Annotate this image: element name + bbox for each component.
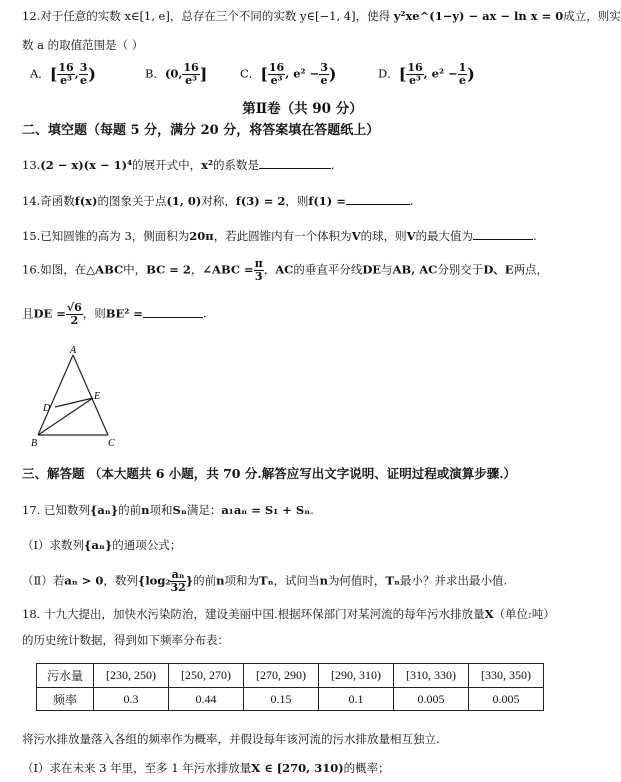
answer-blank (143, 317, 203, 318)
answer-blank (346, 204, 410, 205)
q17-line1: 17. 已知数列{aₙ}的前n项和Sₙ满足：a₁aₙ = S₁ + Sₙ. (22, 503, 314, 517)
bracket: ) (467, 64, 475, 84)
option-label: B． (145, 66, 165, 81)
q12-line2: 数 a 的取值范围是（ ） (22, 38, 144, 52)
fraction: $\frac{3}{e}$ (320, 61, 328, 87)
section2-heading: 二、填空题（每题 5 分，满分 20 分，将答案填在答题纸上） (22, 123, 380, 138)
fraction: $\frac{16}{\text{e³}}$ (407, 61, 423, 87)
q12-option-a (30, 62, 96, 87)
q13-term: x² (201, 158, 214, 172)
label-e: E (94, 391, 101, 402)
fraction: $\frac{\text{aₙ}}{32}$ (170, 568, 186, 594)
answer-blank (259, 168, 331, 169)
value-cell: 0.44 (169, 688, 244, 711)
value-cell: 0.15 (244, 688, 319, 711)
fraction: $\frac{16}{\text{e³}}$ (268, 61, 285, 87)
bracket: [ (398, 64, 407, 84)
option-label: D． (378, 66, 399, 81)
label-b: B (31, 438, 38, 449)
sep: , (74, 66, 79, 81)
answer-blank (473, 239, 533, 240)
q17-part1: （Ⅰ）求数列{aₙ}的通项公式； (22, 538, 182, 552)
q12-formula: y²xe^(1−y) − ax − ln x = 0 (393, 9, 564, 23)
label-c: C (108, 438, 115, 449)
option-label: C． (240, 66, 261, 81)
part2-title: 第Ⅱ卷（共 90 分） (242, 101, 363, 117)
table-row (37, 688, 544, 711)
q13-formula: (2 − x)(x − 1)⁴ (40, 158, 133, 172)
q18-line2: 的历史统计数据，得到如下频率分布表： (22, 633, 229, 647)
header-cell: [290, 310) (319, 664, 394, 688)
header-cell: [270, 290) (244, 664, 319, 688)
q12-option-b (145, 62, 207, 87)
fraction: $\frac{√6}{2}$ (66, 301, 82, 327)
fraction: $\frac{16}{\text{e³}}$ (183, 61, 199, 87)
mid: , e² − (285, 66, 320, 81)
fraction: $\frac{16}{\text{e³}}$ (58, 61, 74, 87)
value-cell: 0.1 (319, 688, 394, 711)
q12-line1 (22, 8, 621, 24)
section3-heading: 三、解答题 （本大题共 6 小题，共 70 分.解答应写出文字说明、证明过程或演算步骤.） (22, 466, 517, 481)
bracket: [ (49, 64, 58, 84)
frequency-table (36, 663, 544, 711)
q16-line1: 16.如图，在△ABC中，BC = 2，∠ABC = $\frac{\pi}{3}$ ，AC的垂直平分线DE与AB, AC分别交于D、E两点， (22, 257, 549, 283)
label-a: A (70, 345, 77, 356)
q12-text: 12.对于任意的实数 x∈[1, e]，总存在三个不同的实数 y∈[−1, 4]，使得 (22, 9, 394, 23)
fraction: $\frac{1}{e}$ (458, 61, 467, 87)
fraction: $\frac{3}{e}$ (79, 61, 88, 87)
header-cell: [330, 350) (469, 664, 544, 688)
table-row (37, 664, 544, 688)
bracket: [ (260, 64, 268, 84)
q15: 15.已知圆锥的高为 3，侧面积为20π，若此圆锥内有一个体积为V的球，则V的最大值为 . (22, 229, 537, 243)
header-cell: 污水量 (37, 664, 94, 688)
bracket: ) (328, 64, 337, 84)
header-cell: [310, 330) (394, 664, 469, 688)
value-cell: 0.3 (94, 688, 169, 711)
pre: (0, (164, 66, 183, 81)
q13: 13.(2 − x)(x − 1)⁴的展开式中，x²的系数是 . (22, 158, 335, 172)
bracket: ) (88, 64, 96, 84)
value-cell: 0.005 (394, 688, 469, 711)
header-cell: [250, 270) (169, 664, 244, 688)
q18-line3: 将污水排放量落入各组的频率作为概率，并假设每年该河流的污水排放量相互独立. (22, 732, 440, 746)
q16-line2: 且DE = $\frac{√6}{2}$ ，则BE² = . (22, 301, 207, 327)
row-label-cell: 频率 (37, 688, 94, 711)
q18-line1: 18. 十九大提出，加快水污染防治，建设美丽中国.根据环保部门对某河流的每年污水排放量X（单位:吨） (22, 607, 555, 621)
q12-text-end: 成立，则实 (563, 9, 621, 23)
header-cell: [230, 250) (94, 664, 169, 688)
q12-option-d (378, 62, 475, 87)
q12-option-c (240, 62, 336, 87)
fraction: $\frac{\pi}{3}$ (254, 257, 263, 283)
q14: 14.奇函数f(x)的图象关于点(1, 0)对称，f(3) = 2，则f(1) = . (22, 194, 414, 208)
option-label: A． (30, 66, 50, 81)
q17-part2: （Ⅱ）若aₙ > 0，数列{log₂ $\frac{\text{aₙ}}{32}$ }的前n项和为Tₙ，试问当n为何值时，Tₙ最小？并求出最小值. (22, 568, 508, 594)
label-d: D (43, 403, 51, 414)
side-ac (73, 355, 108, 435)
bracket: ] (199, 64, 208, 84)
q18-part1: （Ⅰ）求在未来 3 年里，至多 1 年污水排放量X ∈ [270, 310)的概率； (22, 761, 390, 775)
mid: , e² − (423, 66, 458, 81)
value-cell: 0.005 (469, 688, 544, 711)
triangle-figure (28, 343, 128, 449)
